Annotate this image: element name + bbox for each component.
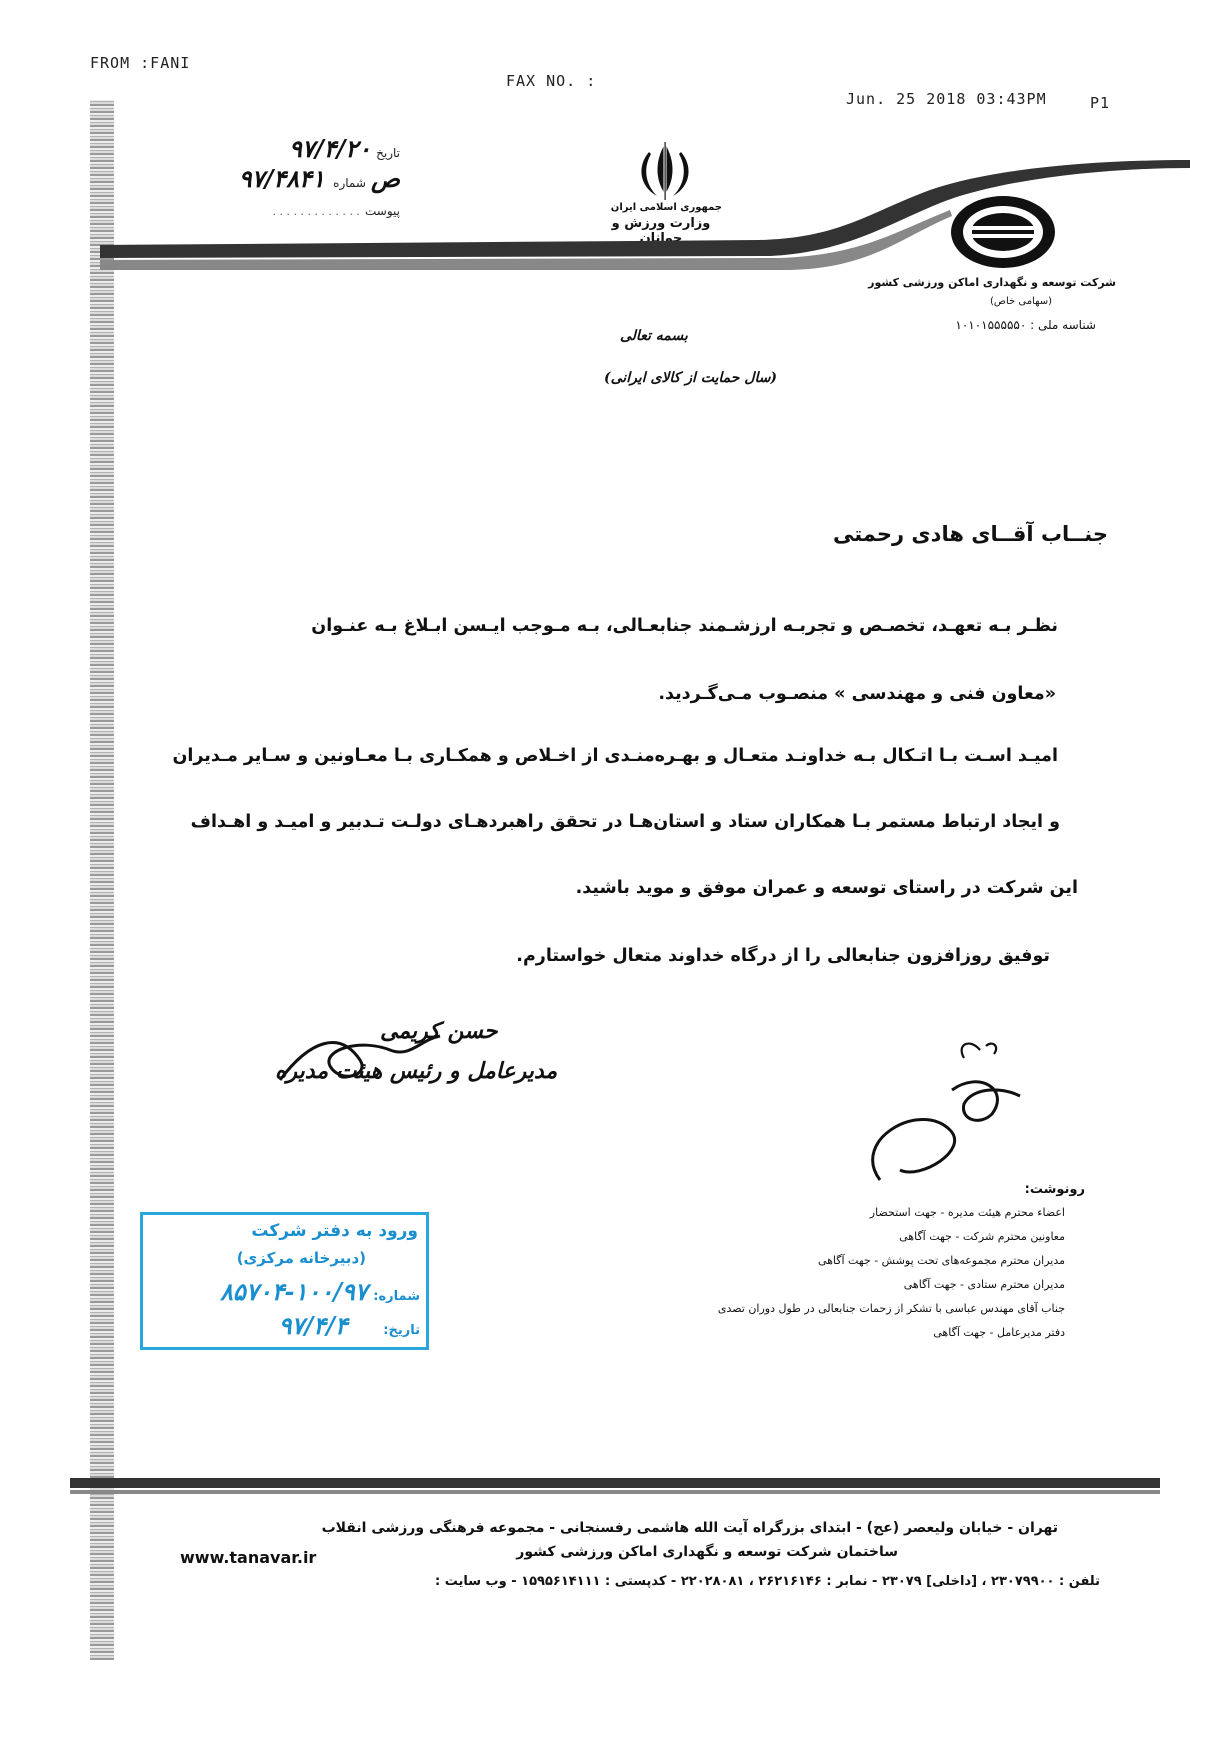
cc-item: اعضاء محترم هیئت مدیره - جهت استحضار	[869, 1206, 1065, 1219]
company-name: شرکت توسعه و نگهداری اماکن ورزشی کشور	[868, 276, 1116, 289]
number-label: شماره	[333, 176, 366, 190]
registration-stamp	[140, 1212, 429, 1350]
footer-contact: تلفن : ۲۳۰۷۹۹۰۰ ، [داخلی] ۲۳۰۷۹ - نمابر : ۲۶۲۱۶۱۴۶ ، ۲۲۰۲۸۰۸۱ - کدپستی : ۱۵۹۵۶۱۴۱۱۱ - وب سایت :	[434, 1574, 1100, 1589]
stamp-line1: ورود به دفتر شرکت	[251, 1221, 418, 1241]
body-line: توفیق روزافزون جنابعالی را از درگاه خداوند متعال خواستارم.	[516, 946, 1050, 966]
cc-item: دفتر مدیرعامل - جهت آگاهی	[933, 1326, 1065, 1339]
bismillah: بسمه تعالی	[620, 328, 688, 344]
footer-address-line2: ساختمان شرکت توسعه و نگهداری اماکن ورزشی کشور	[516, 1544, 898, 1560]
stamp-date-row	[279, 1311, 420, 1340]
cc-label: رونوشت:	[1024, 1182, 1085, 1197]
footer-website-link[interactable]: www.tanavar.ir	[180, 1548, 317, 1567]
scan-edge	[90, 100, 114, 1660]
attachment-row: . . . . . . . . . . . . . پیوست	[272, 204, 400, 218]
fax-number: FAX NO. :	[506, 72, 597, 90]
fax-datetime: Jun. 25 2018 03:43PM	[846, 90, 1047, 108]
cc-item: جناب آقای مهندس عباسی با تشکر از زحمات جنابعالی در طول دوران تصدی	[717, 1302, 1065, 1315]
fax-page: P1	[1090, 94, 1111, 112]
signature-icon	[270, 1020, 470, 1100]
stamp-line2: (دبیرخانه مرکزی)	[236, 1249, 366, 1267]
salutation: جنــاب آقــای هادی رحمتی	[832, 522, 1108, 546]
cc-item: معاونین محترم شرکت - جهت آگاهی	[899, 1230, 1065, 1243]
stamp-number-value: ۱۰۰/۹۷-۸۵۷۰۴	[220, 1277, 368, 1306]
stamp-number-row	[220, 1277, 420, 1306]
header-swoosh-graphic	[0, 0, 1228, 320]
cc-item: مدیران محترم ستادی - جهت آگاهی	[903, 1278, 1065, 1291]
stamp-number-label: شماره:	[373, 1289, 420, 1304]
body-line: و ایجاد ارتباط مستمر بـا همکاران ستاد و استان‌هـا در تحقق راهبردهـای دولـت تـدبیر و امیـد و اهـداف	[190, 812, 1060, 832]
cc-list	[718, 1206, 1065, 1350]
initials-signature-icon	[860, 1030, 1030, 1190]
date-value: ۹۷/۴/۲۰	[289, 134, 372, 163]
body-line: این شرکت در راستای توسعه و عمران موفق و موید باشید.	[575, 878, 1078, 898]
stamp-date-value: ۹۷/۴/۴	[278, 1311, 348, 1340]
date-label: تاریخ	[376, 146, 400, 160]
fax-from: FROM :FANI	[90, 54, 191, 72]
company-national-id: شناسه ملی : ۱۰۱۰۱۵۵۵۵۵۰	[955, 318, 1096, 332]
company-type: (سهامی خاص)	[989, 296, 1052, 307]
signatory-name: حسن کریمی	[380, 1018, 498, 1044]
body-line: «معاون فنی و مهندسی » منصـوب مـی‌گـردید.	[658, 684, 1056, 704]
footer-address-line1: تهران - خیابان ولیعصر (عج) - ابتدای بزرگراه آیت الله هاشمی رفسنجانی - مجموعه فرهنگی ورزشی انقلاب	[321, 1520, 1058, 1536]
attachment-label: پیوست	[365, 204, 400, 218]
ministry-line2: وزارت ورزش و جوانان	[611, 216, 711, 246]
company-logo-icon	[948, 192, 1058, 272]
number-value: ۹۷/۴۸۴۱ ص	[238, 164, 400, 193]
body-line: امیـد اسـت بـا اتـکال بـه خداونـد متعـال و بهـره‌منـدی از اخـلاص و همکـاری بـا معـاونین و سـایر مـدیران	[172, 746, 1058, 766]
body-line: نظـر بـه تعهـد، تخصـص و تجربـه ارزشـمند جنابعـالی، بـه مـوجب ایـسن ابـلاغ بـه عنـوان	[311, 616, 1058, 636]
cc-item: مدیران محترم مجموعه‌های تحت پوشش - جهت آگاهی	[817, 1254, 1065, 1267]
stamp-date-label: تاریخ:	[383, 1323, 420, 1338]
ministry-line1: جمهوری اسلامی ایران	[610, 202, 722, 213]
year-motto: (سال حمایت از کالای ایرانی)	[604, 370, 778, 386]
signatory-title: مدیرعامل و رئیس هیئت مدیره	[275, 1058, 558, 1084]
footer-band-graphic	[0, 1470, 1228, 1510]
